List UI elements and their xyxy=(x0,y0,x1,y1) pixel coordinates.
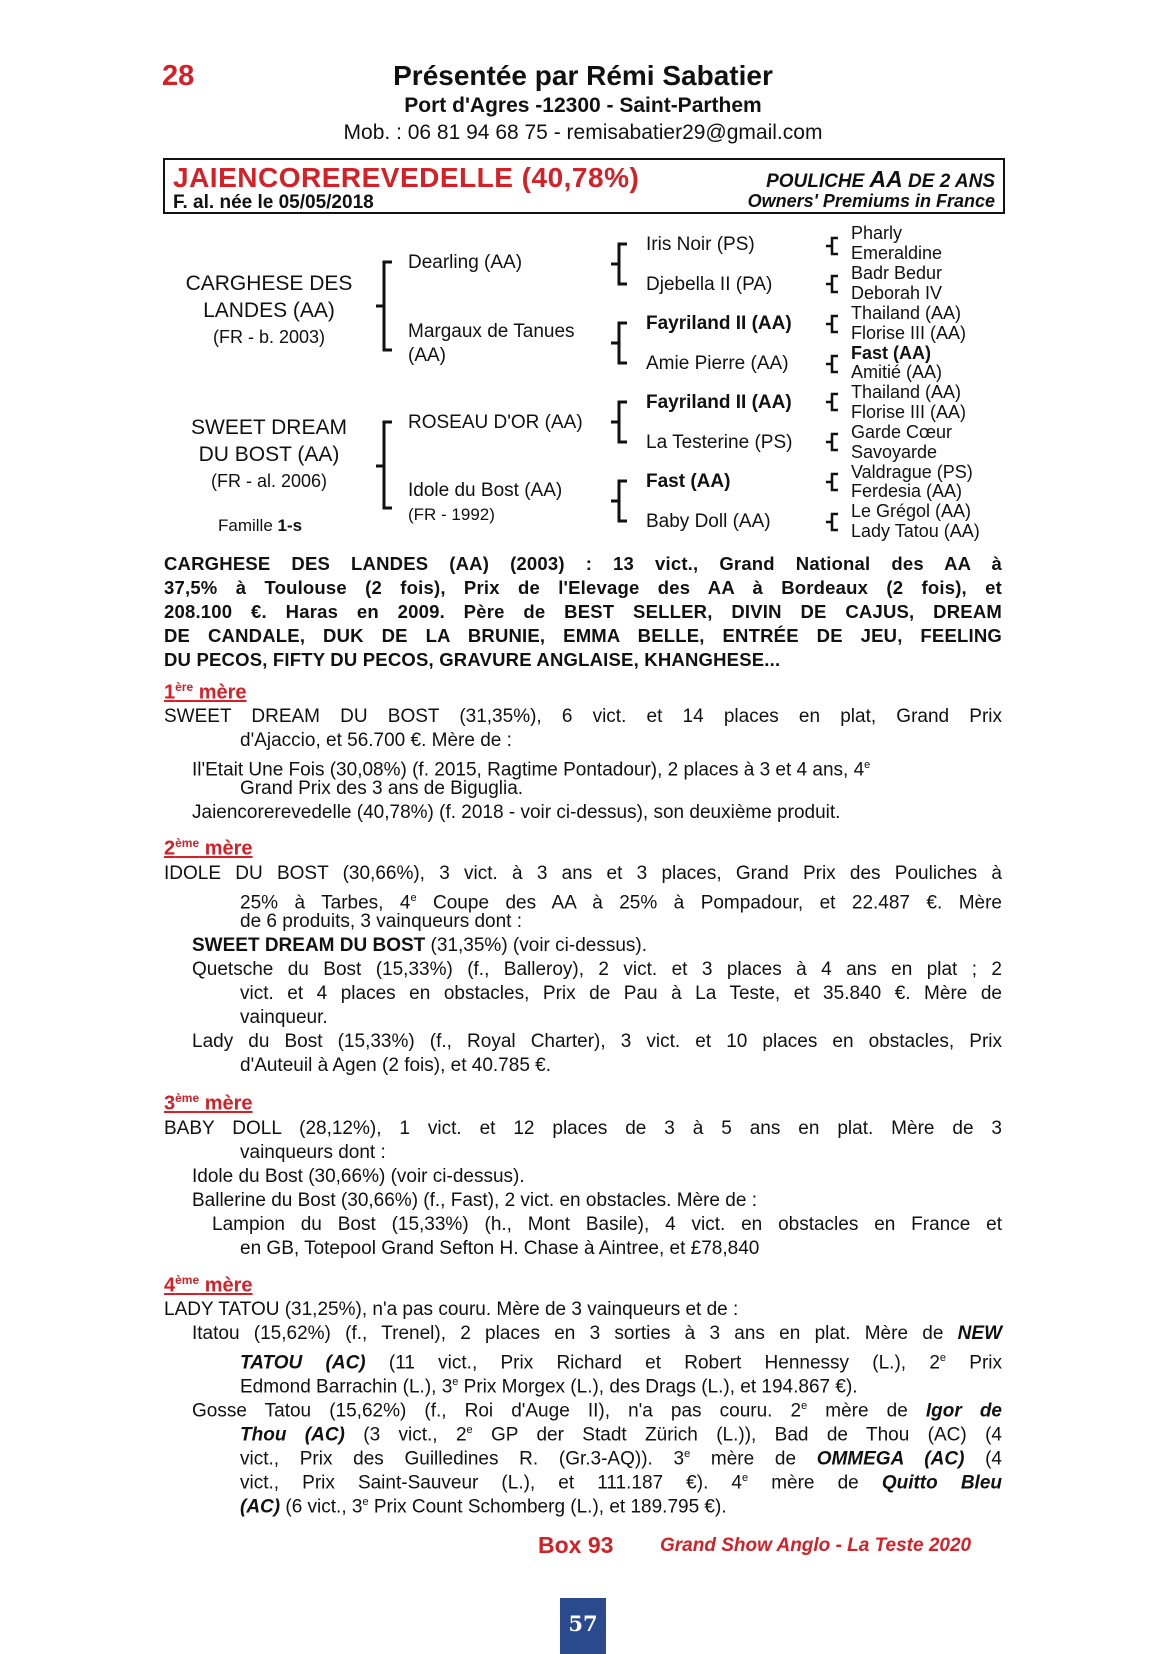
ped-g4-16: Lady Tatou (AA) xyxy=(851,521,980,541)
ped-g2-dd-line1: Idole du Bost (AA) xyxy=(408,480,563,501)
mere-4-line-8-b: mère de xyxy=(748,1472,882,1494)
mere-3-label: mère xyxy=(199,1092,253,1115)
sire-summary xyxy=(164,552,1002,672)
ped-g3-4: Amie Pierre (AA) xyxy=(646,353,789,374)
mere-4-line-5-sup: e xyxy=(801,1400,808,1412)
mere-4-line-8-sup: e xyxy=(742,1472,749,1484)
mere-4-line-3-b: (11 vict., Prix Richard et Robert Hennessy (L.), 2 xyxy=(365,1352,940,1374)
ped-g3-5: Fayriland II (AA) xyxy=(646,392,792,413)
mere-2-line-5: Quetsche du Bost (15,33%) (f., Balleroy), 2 vict. et 3 places à 4 ans en plat ; 2 xyxy=(192,959,1002,980)
ped-g2-sd-line2: (AA) xyxy=(408,345,446,366)
mere-3-line-1: BABY DOLL (28,12%), 1 vict. et 12 places de 3 à 5 ans en plat. Mère de 3 xyxy=(164,1118,1002,1139)
ped-g3-2: Djebella II (PA) xyxy=(646,274,773,295)
mere-2-line-4-b: (31,35%) (voir ci-dessus). xyxy=(425,935,648,956)
mere-3-line-6: en GB, Totepool Grand Sefton H. Chase à Aintree, et £78,840 xyxy=(240,1238,760,1259)
ped-g3-7: Fast (AA) xyxy=(646,471,731,492)
mere-4-line-3-a: TATOU (AC) xyxy=(240,1352,366,1374)
dam-origin: (FR - al. 2006) xyxy=(210,471,328,491)
ped-g4-12: Savoyarde xyxy=(851,442,938,462)
mere-1-line-1: SWEET DREAM DU BOST (31,35%), 6 vict. et 14 places en plat, Grand Prix xyxy=(164,706,1002,727)
section-mere-1 xyxy=(164,680,247,705)
mere-4-num: 4 xyxy=(164,1274,176,1297)
mere-3-num: 3 xyxy=(164,1092,176,1115)
ped-g4-5: Thailand (AA) xyxy=(851,303,962,323)
mere-4-line-8-a: vict., Prix Saint-Sauveur (L.), et 111.187 €). 4 xyxy=(240,1472,742,1494)
mere-3-sup: ème xyxy=(175,1091,200,1105)
mere-4-line-9-c: Prix Count Schomberg (L.), et 189.795 €). xyxy=(368,1496,727,1518)
ped-g2-dd-line2: (FR - 1992) xyxy=(408,505,495,524)
mere-4-line-8-c: Quitto Bleu xyxy=(881,1472,1002,1494)
mere-4-line-9-sup: e xyxy=(362,1496,369,1508)
mere-1-line-4: Grand Prix des 3 ans de Biguglia. xyxy=(240,778,524,799)
mere-4-line-7-d: (4 xyxy=(964,1448,1002,1470)
mere-2-line-9: d'Auteuil à Agen (2 fois), et 40.785 €. xyxy=(240,1055,552,1076)
mere-3-line-2: vainqueurs dont : xyxy=(240,1142,386,1163)
contact-line: Mob. : 06 81 94 68 75 - remisabatier29@gmail.com xyxy=(343,121,823,144)
mere-1-line-3-text: Il'Etait Une Fois (30,08%) (f. 2015, Ragtime Pontadour), 2 places à 3 et 4 ans, 4 xyxy=(192,759,865,781)
ped-g4-8: Amitié (AA) xyxy=(851,362,943,382)
show-name: Grand Show Anglo - La Teste 2020 xyxy=(660,1535,972,1556)
horse-type-breed: AA xyxy=(869,166,903,192)
ped-g4-6: Florise III (AA) xyxy=(851,323,967,343)
ped-g4-10: Florise III (AA) xyxy=(851,402,967,422)
mere-3-line-4: Ballerine du Bost (30,66%) (f., Fast), 2 vict. en obstacles. Mère de : xyxy=(192,1190,757,1211)
mere-3-line-5: Lampion du Bost (15,33%) (h., Mont Basile), 4 vict. en obstacles en France et xyxy=(212,1214,1002,1235)
sire-summary-line4: DE CANDALE, DUK DE LA BRUNIE, EMMA BELLE, ENTRÉE DE JEU, FEELING xyxy=(164,625,1002,646)
sire-origin: (FR - b. 2003) xyxy=(212,327,326,347)
pedigree-sire xyxy=(160,270,378,351)
mere-4-line-5-a: Gosse Tatou (15,62%) (f., Roi d'Auge II), n'a pas couru. 2 xyxy=(192,1400,802,1422)
mere-4-line-6-c: GP der Stadt Zürich (L.)), Bad de Thou (AC) (4 xyxy=(472,1424,1002,1446)
mere-3-line-3: Idole du Bost (30,66%) (voir ci-dessus). xyxy=(192,1166,525,1187)
mere-4-line-3-c: Prix xyxy=(946,1352,1002,1374)
mere-1-label: mère xyxy=(193,681,247,704)
ped-g3-3: Fayriland II (AA) xyxy=(646,313,792,334)
mere-1-sup: ère xyxy=(175,680,194,694)
horse-birth: F. al. née le 05/05/2018 xyxy=(173,192,374,213)
mere-4-line-2-b: NEW xyxy=(957,1323,1002,1344)
mere-2-line-6: vict. et 4 places en obstacles, Prix de Pau à La Teste, et 35.840 €. Mère de xyxy=(240,983,1002,1004)
mere-2-line-4 xyxy=(192,934,647,958)
ped-g4-7: Fast (AA) xyxy=(851,343,931,363)
mere-4-line-6-a: Thou (AC) xyxy=(240,1424,345,1446)
famille-prefix: Famille xyxy=(218,516,278,535)
mere-4-line-7-sup: e xyxy=(684,1448,691,1460)
section-mere-2 xyxy=(164,836,253,861)
ped-g2-dd xyxy=(408,479,562,527)
mere-4-line-4-b: Prix Morgex (L.), des Drags (L.), et 194.867 €). xyxy=(458,1376,858,1398)
dam-name-line2: DU BOST (AA) xyxy=(198,443,340,466)
address: Port d'Agres -12300 - Saint-Parthem xyxy=(404,94,762,117)
ped-g4-3: Badr Bedur xyxy=(851,263,943,283)
mere-4-line-7-a: vict., Prix des Guilledines R. (Gr.3-AQ)). 3 xyxy=(240,1448,685,1470)
mere-4-line-7-b: mère de xyxy=(690,1448,817,1470)
mere-2-line-1: IDOLE DU BOST (30,66%), 3 vict. à 3 ans et 3 places, Grand Prix des Pouliches à xyxy=(164,863,1002,884)
sire-summary-line2: 37,5% à Toulouse (2 fois), Prix de l'Elevage des AA à Bordeaux (2 fois), et xyxy=(164,577,1002,598)
mere-2-line-2-sup: e xyxy=(410,892,417,904)
mere-2-line-2-b: Coupe des AA à 25% à Pompadour, et 22.487 €. Mère xyxy=(416,892,1002,914)
mere-4-line-3-sup: e xyxy=(939,1352,947,1364)
mere-2-line-3: de 6 produits, 3 vainqueurs dont : xyxy=(240,911,523,932)
mere-4-line-9-a: (AC) xyxy=(240,1496,281,1518)
ped-g4-4: Deborah IV xyxy=(851,283,943,303)
mere-1-num: 1 xyxy=(164,681,176,704)
mere-1-line-2: d'Ajaccio, et 56.700 €. Mère de : xyxy=(240,730,512,751)
mere-4-line-2 xyxy=(192,1322,1002,1346)
ped-g4-9: Thailand (AA) xyxy=(851,382,962,402)
dam-name-line1: SWEET DREAM xyxy=(191,416,347,439)
mere-2-line-7: vainqueur. xyxy=(240,1007,328,1028)
ped-g2-ds: ROSEAU D'OR (AA) xyxy=(408,412,583,433)
sire-name-line2: LANDES (AA) xyxy=(203,299,335,322)
owners-premiums: Owners' Premiums in France xyxy=(747,191,995,211)
page-number: 57 xyxy=(560,1598,606,1654)
mere-4-line-9 xyxy=(240,1490,727,1519)
mere-4-line-6-b: (3 vict., 2 xyxy=(344,1424,467,1446)
horse-type-prefix: POULICHE xyxy=(766,171,870,192)
mere-4-line-9-b: (6 vict., 3 xyxy=(280,1496,363,1518)
lot-number: 28 xyxy=(162,60,195,92)
mere-2-sup: ème xyxy=(175,836,200,850)
mere-1-line-3-sup: e xyxy=(864,759,871,771)
mere-4-line-6-sup: e xyxy=(466,1424,473,1436)
ped-g3-8: Baby Doll (AA) xyxy=(646,511,771,532)
mere-2-label: mère xyxy=(199,837,253,860)
famille xyxy=(218,516,302,536)
box-number: Box 93 xyxy=(538,1532,614,1558)
ped-g3-6: La Testerine (PS) xyxy=(646,432,793,453)
pedigree-dam xyxy=(160,414,378,495)
mere-4-line-7-c: OMMEGA (AC) xyxy=(816,1448,965,1470)
page-title: Présentée par Rémi Sabatier xyxy=(393,60,773,91)
sire-name-line1: CARGHESE DES xyxy=(185,272,353,295)
ped-g4-15: Le Grégol (AA) xyxy=(851,501,972,521)
mere-2-line-8: Lady du Bost (15,33%) (f., Royal Charter), 3 vict. et 10 places en obstacles, Prix xyxy=(192,1031,1002,1052)
horse-type-suffix: DE 2 ANS xyxy=(902,171,995,192)
sire-summary-line3: 208.100 €. Haras en 2009. Père de BEST SELLER, DIVIN DE CAJUS, DREAM xyxy=(164,601,1002,622)
mere-2-line-4-a: SWEET DREAM DU BOST xyxy=(192,935,426,956)
mere-2-num: 2 xyxy=(164,837,176,860)
mere-1-line-5: Jaiencorerevedelle (40,78%) (f. 2018 - voir ci-dessus), son deuxième produit. xyxy=(192,802,841,823)
mere-4-line-5-b: mère de xyxy=(807,1400,926,1422)
ped-g4-11: Garde Cœur xyxy=(851,422,953,442)
ped-g4-14: Ferdesia (AA) xyxy=(851,481,963,501)
ped-g2-sd-line1: Margaux de Tanues xyxy=(408,321,575,342)
section-mere-4 xyxy=(164,1273,253,1298)
mere-4-label: mère xyxy=(199,1274,253,1297)
horse-name: JAIENCOREREVEDELLE (40,78%) xyxy=(173,162,640,193)
section-mere-3 xyxy=(164,1091,253,1116)
mere-4-line-1: LADY TATOU (31,25%), n'a pas couru. Mère de 3 vainqueurs et de : xyxy=(164,1299,739,1320)
ped-g2-sd xyxy=(408,320,575,368)
ped-g4-1: Pharly xyxy=(851,223,903,243)
mere-4-line-2-a: Itatou (15,62%) (f., Trenel), 2 places en 3 sorties à 3 ans en plat. Mère de xyxy=(192,1323,958,1344)
sire-summary-line1: CARGHESE DES LANDES (AA) (2003) : 13 vict., Grand National des AA à xyxy=(164,553,1002,574)
ped-g3-1: Iris Noir (PS) xyxy=(646,234,755,255)
mere-2-line-2-a: 25% à Tarbes, 4 xyxy=(240,892,411,914)
famille-value: 1-s xyxy=(277,516,303,535)
mere-4-sup: ème xyxy=(175,1273,200,1287)
mere-4-line-5-c: Igor de xyxy=(925,1400,1002,1422)
mere-4-line-4-a: Edmond Barrachin (L.), 3 xyxy=(240,1376,453,1398)
ped-g4-13: Valdrague (PS) xyxy=(851,462,973,482)
ped-g4-2: Emeraldine xyxy=(851,243,943,263)
sire-summary-line5: DU PECOS, FIFTY DU PECOS, GRAVURE ANGLAISE, KHANGHESE... xyxy=(164,649,781,670)
mere-4-line-4-sup: e xyxy=(452,1376,459,1388)
ped-g2-ss: Dearling (AA) xyxy=(408,252,523,273)
